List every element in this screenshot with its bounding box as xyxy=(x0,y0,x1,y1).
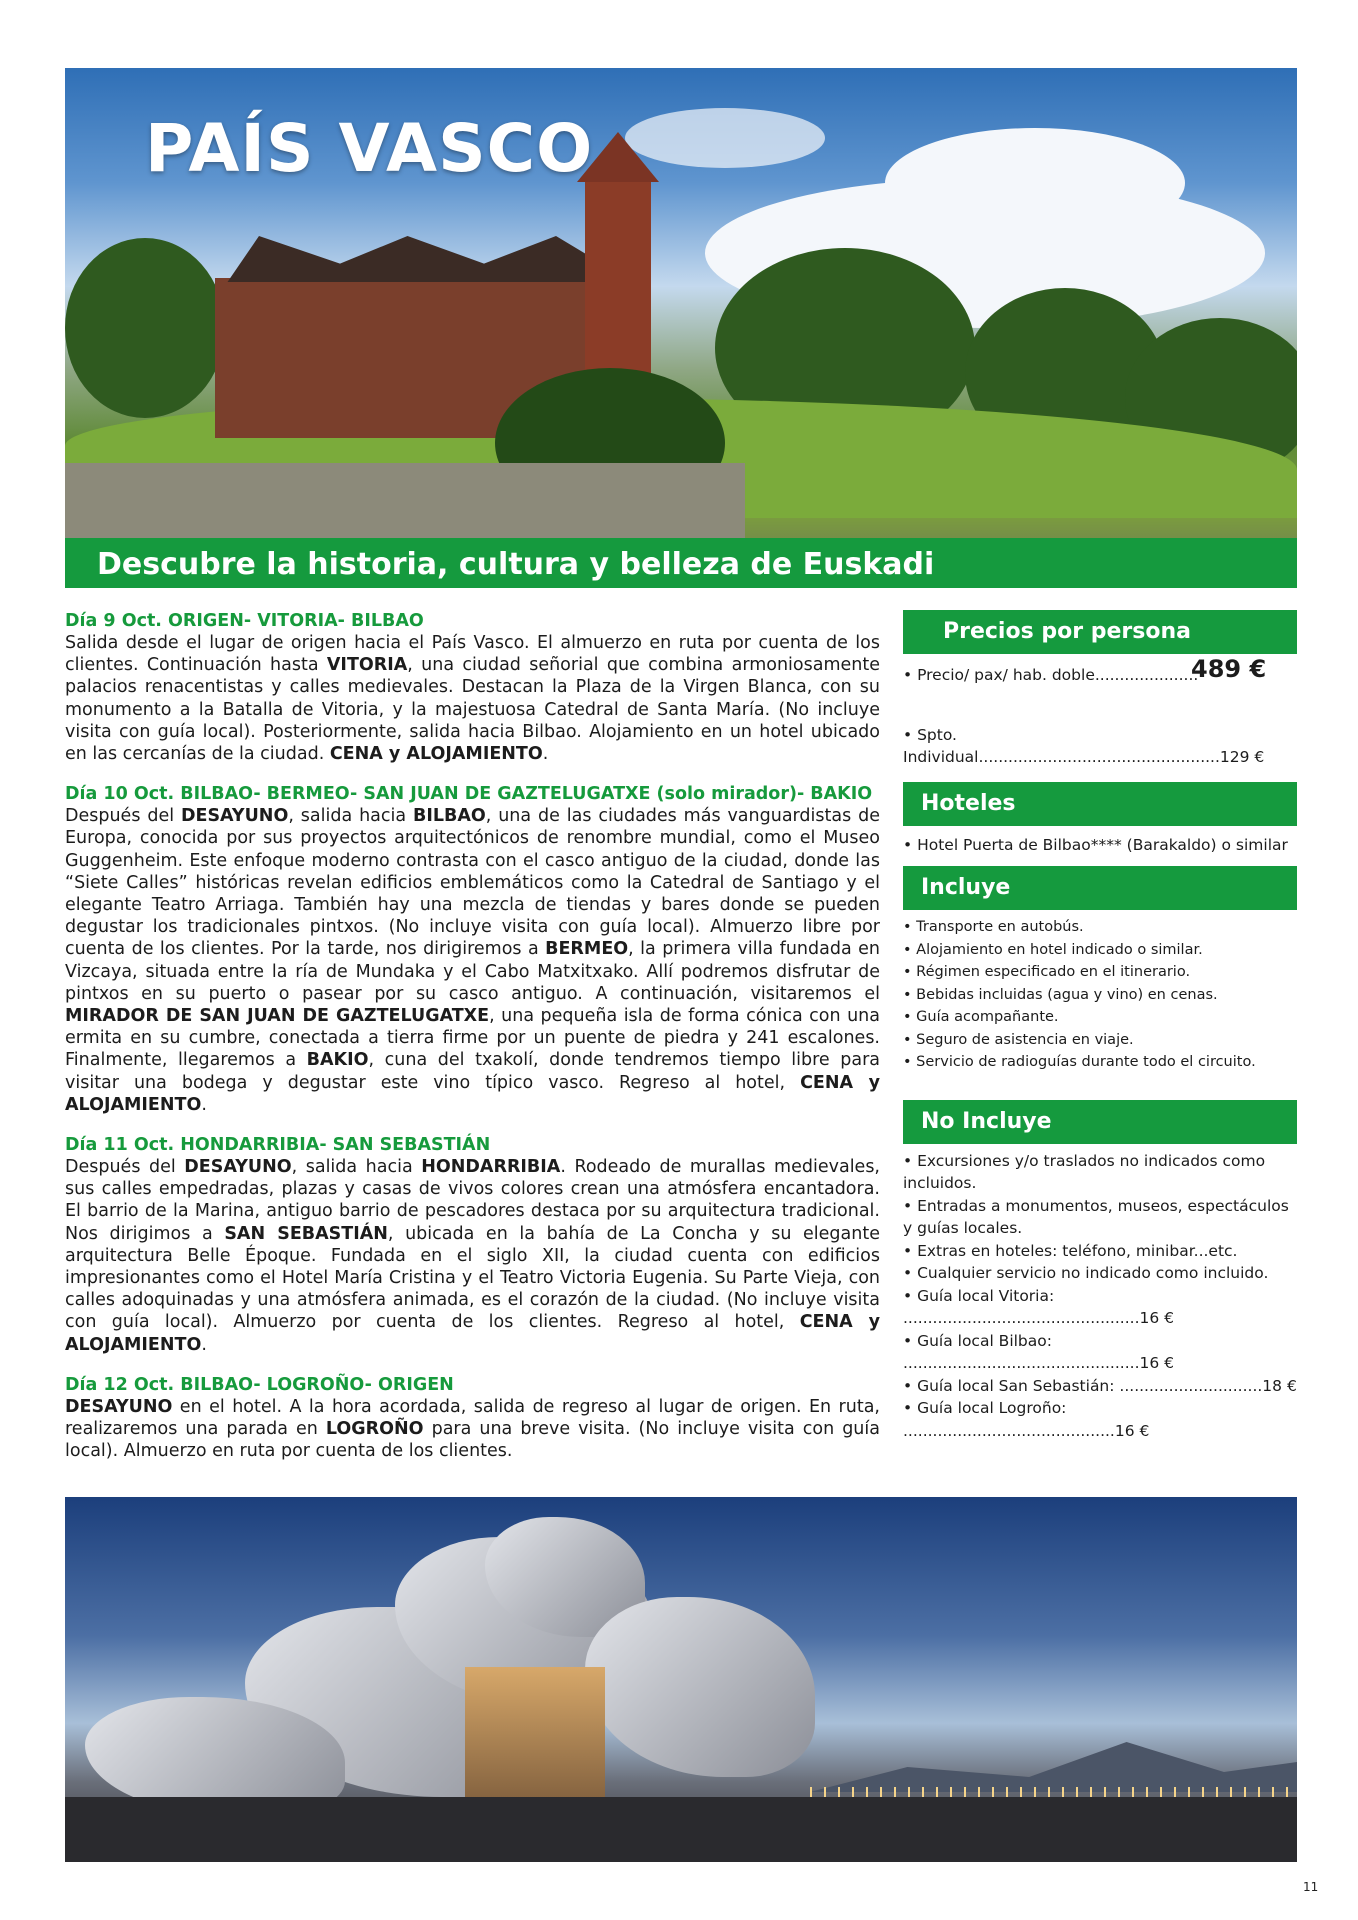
not-includes-heading: No Incluye xyxy=(903,1100,1297,1144)
price-single-row: • Spto. Individual.................................................129 € xyxy=(903,726,1265,766)
day-text-run: , una ciudad señorial que combina armoniosamente palacios renacentistas y calles medievales. Destacan la Plaza de la Virgen Blanca, con su monumento a la Batalla de Vitoria, y la majestuosa Catedral de Santa María. (No incluye visita con guía local). Posteriormente, salida hacia Bilbao. Alojamiento en un hotel ubicado en las cercanías de la ciudad. xyxy=(65,655,880,765)
day-bold-run: DESAYUNO xyxy=(65,1396,173,1417)
day-text-run: , salida hacia xyxy=(288,806,413,827)
day-section xyxy=(65,1134,880,1356)
list-item: • Extras en hoteles: teléfono, minibar...etc. xyxy=(903,1241,1238,1260)
list-item: • Servicio de radioguías durante todo el circuito. xyxy=(903,1054,1256,1070)
day-title: Día 12 Oct. BILBAO- LOGROÑO- ORIGEN xyxy=(65,1374,454,1395)
day-text-run: . xyxy=(201,1334,207,1355)
list-item: • Cualquier servicio no indicado como incluido. xyxy=(903,1264,1269,1282)
day-bold-run: LOGROÑO xyxy=(325,1419,424,1440)
hero-image xyxy=(65,68,1297,588)
day-text-run: . Rodeado de murallas medievales, sus calles empedradas, plazas y casas de vivos colores crean una atmósfera encantadora. El barrio de la Marina, antiguo barrio de pescadores destaca por su arquitectura tradicional. Nos dirigimos a xyxy=(65,1157,880,1244)
day-section xyxy=(65,610,880,765)
day-text xyxy=(65,1156,880,1356)
page-title: PAÍS VASCO xyxy=(145,110,594,187)
subtitle-banner xyxy=(65,538,1297,588)
day-title: Día 9 Oct. ORIGEN- VITORIA- BILBAO xyxy=(65,611,424,631)
day-text xyxy=(65,805,880,1116)
not-includes-list xyxy=(903,1150,1297,1443)
subtitle-text: Descubre la historia, cultura y belleza de Euskadi xyxy=(97,547,935,582)
day-text-run: Después del xyxy=(65,1157,185,1178)
day-bold-run: CENA y ALOJAMIENTO xyxy=(65,1312,880,1355)
day-bold-run: VITORIA xyxy=(326,655,408,676)
page-number: 11 xyxy=(1303,1880,1319,1894)
list-item: • Guía local Logroño: ...........................................16 € xyxy=(903,1399,1150,1440)
day-bold-run: CENA y ALOJAMIENTO xyxy=(329,744,543,765)
day-bold-run: BAKIO xyxy=(306,1050,369,1071)
list-item: • Excursiones y/o traslados no indicados como incluidos. xyxy=(903,1151,1266,1192)
price-double-label: • Precio/ pax/ hab. doble..................... xyxy=(903,666,1199,684)
list-item: • Alojamiento en hotel indicado o similar. xyxy=(903,941,1203,958)
day-title: Día 10 Oct. BILBAO- BERMEO- SAN JUAN DE GAZTELUGATXE (solo mirador)- BAKIO xyxy=(65,784,873,805)
day-text-run: Salida desde el lugar de origen hacia el País Vasco. El almuerzo en ruta por cuenta de los clientes. Continuación hasta xyxy=(65,633,880,676)
day-bold-run: DESAYUNO xyxy=(184,1157,292,1178)
guggenheim-image xyxy=(65,1497,1297,1862)
price-double-value: 489 € xyxy=(1191,655,1267,683)
day-section xyxy=(65,1374,880,1463)
day-text-run: . xyxy=(542,744,549,765)
day-text-run: en el hotel. A la hora acordada, salida de regreso al lugar de origen. En ruta, realizaremos una parada en xyxy=(65,1396,880,1440)
itinerary xyxy=(65,610,880,1481)
list-item: • Guía local Vitoria: ................................................16 € xyxy=(903,1286,1175,1327)
day-bold-run: HONDARRIBIA xyxy=(421,1157,561,1178)
day-bold-run: BERMEO xyxy=(545,939,629,960)
includes-heading: Incluye xyxy=(903,866,1297,910)
hotel-text: • Hotel Puerta de Bilbao**** (Barakaldo) o similar xyxy=(903,836,1288,854)
list-item: • Bebidas incluidas (agua y vino) en cenas. xyxy=(903,986,1218,1003)
price-double-row xyxy=(903,655,1297,694)
day-text-run: , la primera villa fundada en Vizcaya, situada entre la ría de Mundaka y el Cabo Matxitxako. Allí podremos disfrutar de pintxos en su puerto o pasear por su casco antiguo. A continuación, visitaremos el xyxy=(65,939,880,1004)
day-bold-run: MIRADOR DE SAN JUAN DE GAZTELUGATXE xyxy=(65,1006,490,1027)
list-item: • Seguro de asistencia en viaje. xyxy=(903,1031,1134,1048)
includes-list xyxy=(903,916,1297,1074)
day-text-run: , una pequeña isla de forma cónica con una ermita en su cumbre, conectada a tierra firme por un puente de piedra y 241 escalones. Finalmente, llegaremos a xyxy=(65,1006,880,1071)
prices-heading: Precios por persona xyxy=(903,610,1297,654)
list-item: • Entradas a monumentos, museos, espectáculos y guías locales. xyxy=(903,1196,1289,1237)
list-item: • Guía local Bilbao: ................................................16 € xyxy=(903,1331,1175,1372)
day-text-run: , cuna del txakolí, donde tendremos tiempo libre para visitar una bodega y degustar este vino típico vasco. Regreso al hotel, xyxy=(65,1050,880,1093)
day-bold-run: BILBAO xyxy=(413,806,486,827)
day-text-run: , ubicada en la bahía de La Concha y su elegante arquitectura Belle Époque. Fundada en el siglo XII, la ciudad cuenta con edificios impresionantes como el Hotel María Cristina y el Teatro Victoria Eugenia. Su Parte Vieja, con calles adoquinadas y una atmósfera animada, es el corazón de la ciudad. (No incluye visita con guía local). Almuerzo por cuenta de los clientes. Regreso al hotel, xyxy=(65,1223,880,1333)
day-text-run: para una breve visita. (No incluye visita con guía local). Almuerzo en ruta por cuenta de los clientes. xyxy=(65,1419,880,1462)
day-text-run: Después del xyxy=(65,806,181,827)
day-text-run: , una de las ciudades más vanguardistas de Europa, conocida por sus proyectos arquitectónicos de renombre mundial, como el Museo Guggenheim. Este enfoque moderno contrasta con el casco antiguo de la ciudad, donde las “Siete Calles” históricas revelan edificios emblemáticos como la Catedral de Santiago y el elegante Teatro Arriaga. También hay una mezcla de tiendas y bares donde se pueden degustar los tradicionales pintxos. (No incluye visita con guía local). Almuerzo libre por cuenta de los clientes. Por la tarde, nos dirigiremos a xyxy=(65,806,880,960)
list-item: • Guía local San Sebastián: .............................18 € xyxy=(903,1376,1297,1395)
day-bold-run: SAN SEBASTIÁN xyxy=(224,1223,388,1244)
info-sidebar xyxy=(903,610,1297,1442)
hotels-heading: Hoteles xyxy=(903,782,1297,826)
list-item: • Régimen especificado en el itinerario. xyxy=(903,964,1191,980)
day-title: Día 11 Oct. HONDARRIBIA- SAN SEBASTIÁN xyxy=(65,1135,491,1156)
list-item: • Guía acompañante. xyxy=(903,1009,1059,1025)
day-text-run: , salida hacia xyxy=(291,1157,422,1178)
day-text xyxy=(65,1396,880,1463)
day-section xyxy=(65,783,880,1116)
day-text xyxy=(65,632,880,765)
day-bold-run: DESAYUNO xyxy=(180,806,289,827)
day-text-run: . xyxy=(201,1094,207,1115)
list-item: • Transporte en autobús. xyxy=(903,919,1084,935)
day-bold-run: CENA y ALOJAMIENTO xyxy=(65,1072,880,1115)
